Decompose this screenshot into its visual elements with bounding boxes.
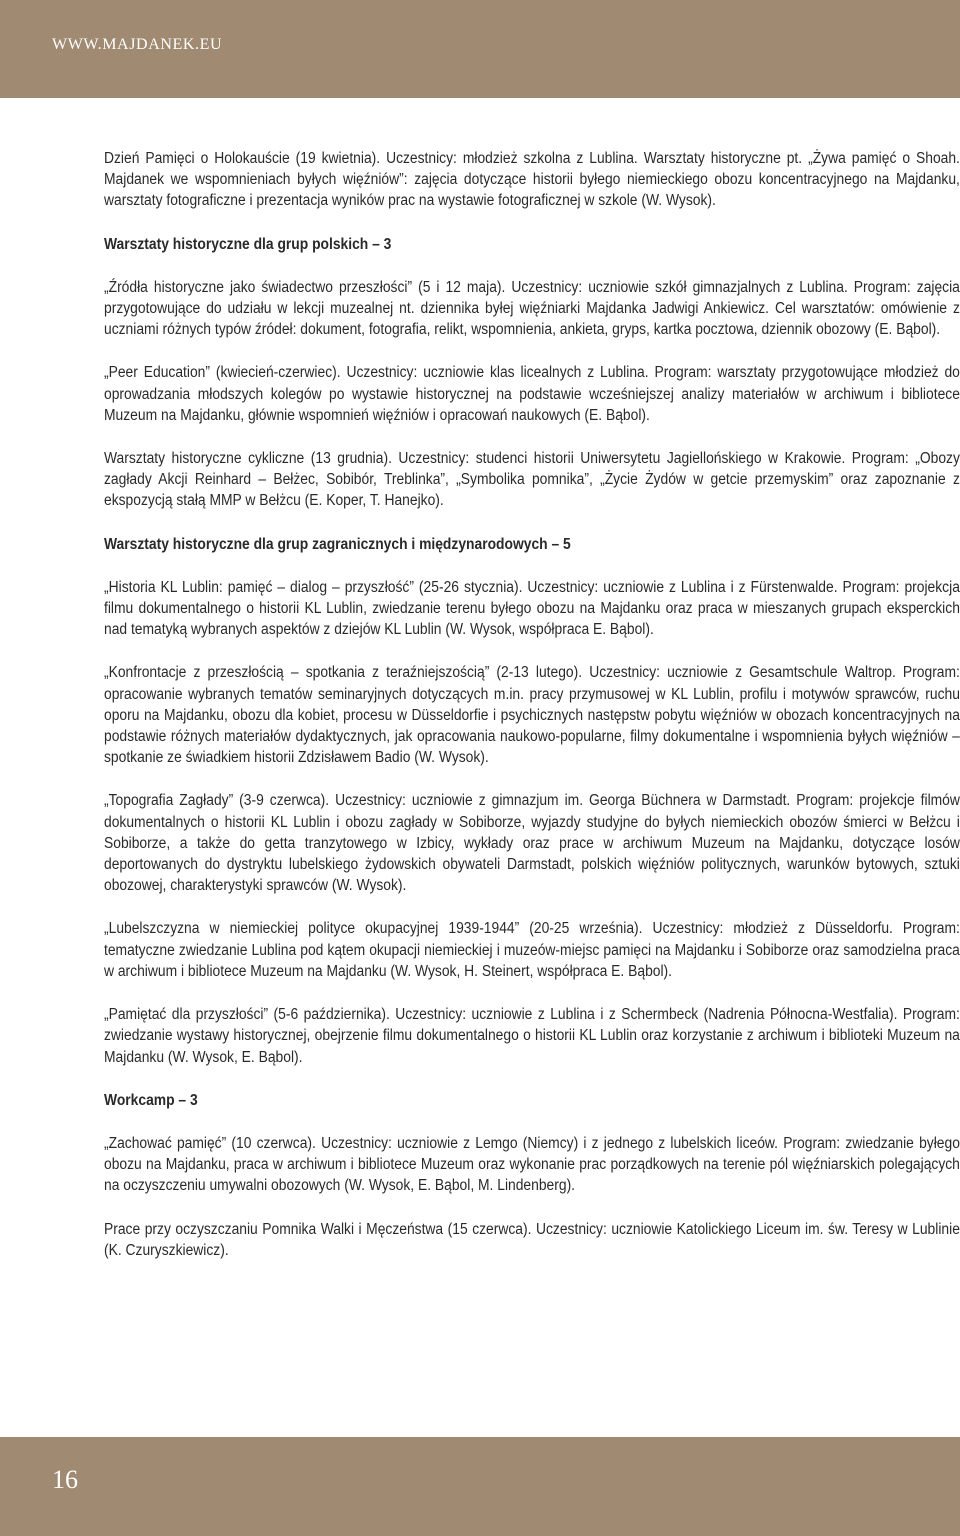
header-band <box>0 0 960 98</box>
page-number: 16 <box>52 1465 78 1494</box>
paragraph-pamietac: „Pamiętać dla przyszłości” (5-6 października). Uczestnicy: uczniowie z Lublina i z Schermbeck (Nadrenia Północna-Westfalia). Program: zwiedzanie wystawy historycznej, obejrzenie filmu dokumentalnego o historii KL Lublin oraz korzystanie z archiwum i biblioteki Muzeum na Majdanku (W. Wysok, E. Bąbol). <box>104 1006 960 1066</box>
paragraph-lubelszczyzna: „Lubelszczyzna w niemieckiej polityce okupacyjnej 1939-1944” (20-25 września). Uczestnicy: młodzież z Düsseldorfu. Program: tematyczne zwiedzanie Lublina pod kątem okupacji niemieckiej i muzeów-miejsc pamięci na Majdanku i Sobiborze oraz samodzielna praca w archiwum i bibliotece Muzeum na Majdanku (W. Wysok, H. Steinert, współpraca E. Bąbol). <box>104 920 960 980</box>
paragraph-pomnik: Prace przy oczyszczaniu Pomnika Walki i Męczeństwa (15 czerwca). Uczestnicy: uczniowie Katolickiego Liceum im. św. Teresy w Lublinie (K. Czuryszkiewicz). <box>104 1220 960 1259</box>
paragraph-konfrontacje: „Konfrontacje z przeszłością – spotkania z teraźniejszością” (2-13 lutego). Uczestnicy: uczniowie z Gesamtschule Waltrop. Program: opracowanie wybranych tematów seminaryjnych dotyczących m.in. pracy przymusowej w KL Lublin, profilu i motywów sprawców, ruchu oporu na Majdanku, obozu dla kobiet, procesu w Düsseldorfie i psychicznych następstw pobytu więźniów w obozach koncentracyjnych na podstawie różnych materiałów dydaktycznych, jak opracowania naukowo-popularne, filmy dokumentalne i wspomnienia byłych więźniów – spotkanie ze świadkiem historii Zdzisławem Badio (W. Wysok). <box>104 664 960 767</box>
paragraph-warsztaty-cykliczne: Warsztaty historyczne cykliczne (13 grudnia). Uczestnicy: studenci historii Uniwersytetu Jagiellońskiego w Krakowie. Program: „Obozy zagłady Akcji Reinhard – Bełżec, Sobibór, Treblinka”, „Symbolika pomnika”, „Życie Żydów w getcie przemyskim” oraz zapoznanie z ekspozycją stałą MMP w Bełżcu (E. Koper, T. Hanejko). <box>104 450 960 510</box>
document-body <box>104 148 960 1261</box>
paragraph-topografia-zaglady: „Topografia Zagłady” (3-9 czerwca). Uczestnicy: uczniowie z gimnazjum im. Georga Büchnera w Darmstadt. Program: projekcje filmów dokumentalnych o historii KL Lublin i obozu zagłady w Sobiborze, wyjazdy studyjne do byłych niemieckich obozów śmierci w Bełżcu i Sobiborze, a także do getta tranzytowego w Izbicy, wykłady oraz prace w archiwum Muzeum na Majdanku, dotyczące losów deportowanych do dystryktu lubelskiego żydowskich obywateli Darmstadt, polskich więźniów politycznych, warunków bytowych, sztuki obozowej, charakterystyki sprawców (W. Wysok). <box>104 792 960 895</box>
paragraph-peer-education: „Peer Education” (kwiecień-czerwiec). Uczestnicy: uczniowie klas licealnych z Lublina. Program: warsztaty przygotowujące młodzież do oprowadzania młodszych kolegów po wystawie historycznej na podstawie wcześniejszej analizy materiałów w archiwum i bibliotece Muzeum na Majdanku, głównie wspomnień więźniów i opracowań naukowych (E. Bąbol). <box>104 364 960 424</box>
footer-band <box>0 1437 960 1536</box>
paragraph-zrodla-historyczne: „Źródła historyczne jako świadectwo przeszłości” (5 i 12 maja). Uczestnicy: uczniowie szkół gimnazjalnych z Lublina. Program: zajęcia przygotowujące do udziału w lekcji muzealnej nt. dziennika byłej więźniarki Majdanka Jadwigi Ankiewicz. Cel warsztatów: omówienie z uczniami różnych typów źródeł: dokument, fotografia, relikt, wspomnienia, ankieta, gryps, kartka pocztowa, dziennik obozowy (E. Bąbol). <box>104 278 960 339</box>
section-heading-workcamp: Workcamp – 3 <box>104 1091 198 1109</box>
site-url[interactable]: WWW.MAJDANEK.EU <box>52 36 223 53</box>
paragraph-zachowac-pamiec: „Zachować pamięć” (10 czerwca). Uczestnicy: uczniowie z Lemgo (Niemcy) i z jednego z lubelskich liceów. Program: zwiedzanie byłego obozu na Majdanku, praca w archiwum i bibliotece Muzeum oraz wykonanie prac porządkowych na terenie pól więźniarskich polegających na oczyszczeniu umywalni obozowych (W. Wysok, E. Bąbol, M. Lindenberg). <box>104 1134 960 1195</box>
section-heading-polish-groups: Warsztaty historyczne dla grup polskich – 3 <box>104 235 392 253</box>
section-heading-foreign-groups: Warsztaty historyczne dla grup zagranicznych i międzynarodowych – 5 <box>104 535 571 553</box>
paragraph-historia-kl-lublin: „Historia KL Lublin: pamięć – dialog – przyszłość” (25-26 stycznia). Uczestnicy: uczniowie z Lublina i z Fürstenwalde. Program: projekcja filmu dokumentalnego o historii KL Lublin, zwiedzanie terenu byłego obozu na Majdanku oraz praca w mieszanych grupach eksperckich nad tematyką wybranych aspektów z dziejów KL Lublin (W. Wysok, współpraca E. Bąbol). <box>104 578 960 639</box>
paragraph-holocaust-day: Dzień Pamięci o Holokauście (19 kwietnia). Uczestnicy: młodzież szkolna z Lublina. Warsztaty historyczne pt. „Żywa pamięć o Shoah. Majdanek we wspomnieniach byłych więźniów”: zajęcia dotyczące historii byłego niemieckiego obozu koncentracyjnego na Majdanku, warsztaty fotograficzne i prezentacja wyników prac na wystawie fotograficznej w szkole (W. Wysok). <box>104 150 960 210</box>
